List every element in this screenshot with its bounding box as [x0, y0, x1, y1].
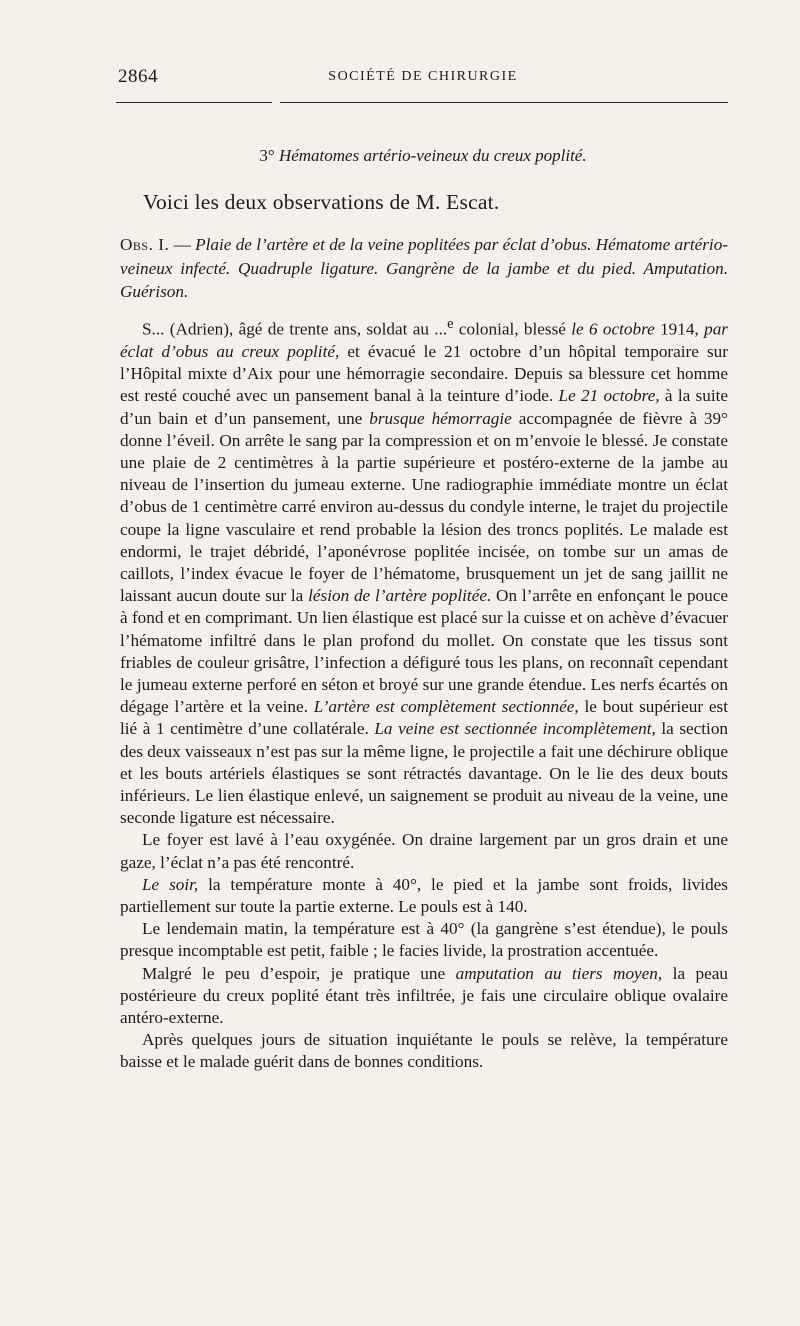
- intro-sentence: Voici les deux observations de M. Escat.: [143, 190, 500, 214]
- italic-run: brusque hémorragie: [369, 408, 512, 428]
- text-run: le bout supérieur est lié à 1 centimètre d’une collatérale.: [120, 697, 728, 739]
- page-number: 2864: [118, 66, 158, 87]
- text-run: la peau postérieure du creux poplité étant très infiltrée, je fais une circulaire oblique ovalaire antéro-externe.: [120, 963, 728, 1028]
- italic-run: par éclat d’obus au creux poplité,: [120, 319, 728, 361]
- text-run: On l’arrête en enfonçant le pouce à fond et en comprimant. Un lien élastique est placé sur la cuisse et on achève d’évacuer l’hématome infiltré dans le plan profond du mollet. On constate que les tissus sont friables de couleur grisâtre, l’infection a défiguré tous les plans, on reconnaît cependant le jumeau externe perforé en séton et broyé sur une grande étendue. Les nerfs écartés on dégage l’artère et la veine.: [120, 586, 728, 717]
- paragraph-evening: [120, 874, 728, 918]
- italic-run: Le soir,: [142, 874, 199, 894]
- body-text: [120, 313, 728, 1074]
- running-head: [118, 66, 728, 90]
- text-run: 1914,: [654, 319, 705, 339]
- italic-run: amputation au tiers moyen,: [455, 963, 663, 983]
- header-rule-right: [280, 102, 728, 103]
- paragraph-case-history: [120, 313, 728, 829]
- superscript: e: [447, 316, 454, 332]
- observation-header: [120, 233, 728, 304]
- paragraph-next-morning: Le lendemain matin, la température est à 40° (la gangrène s’est étendue), le pouls presque incomptable est petit, faible ; le facies livide, la prostration accentuée.: [120, 919, 728, 961]
- paragraph-amputation: [120, 963, 728, 1030]
- italic-run: L’artère est complètement sectionnée,: [313, 697, 579, 717]
- italic-run: le 6 octobre: [571, 319, 655, 339]
- italic-run: Le 21 octobre,: [558, 386, 660, 406]
- text-run: colonial, blessé: [453, 319, 572, 339]
- section-title: Hématomes artério-veineux du creux poplité.: [278, 146, 587, 165]
- text-run: S... (Adrien), âgé de trente ans, soldat au ...: [142, 319, 448, 339]
- italic-run: lésion de l’artère poplitée.: [308, 586, 492, 606]
- paragraph-outcome: Après quelques jours de situation inquiétante le pouls se relève, la température baisse et le malade guérit dans de bonnes conditions.: [120, 1030, 728, 1072]
- observation-label: Obs. I.: [120, 235, 170, 254]
- observation-title: Plaie de l’artère et de la veine poplitées par éclat d’obus. Hématome artério-veineux infecté. Quadruple ligature. Gangrène de la jambe et du pied. Amputation. Guérison.: [120, 235, 729, 301]
- text-run: et évacué le 21 octobre d’un hôpital temporaire sur l’Hôpital mixte d’Aix pour une hémorragie secondaire. Depuis sa blessure cet homme est resté couché avec un pansement banal à la teinture d’iode.: [120, 341, 728, 406]
- text-run: accompagnée de fièvre à 39° donne l’éveil. On arrête le sang par la compression et on m’envoie le blessé. Je constate une plaie de 2 centimètres à la partie supérieure et postéro-externe de la jambe au niveau de l’insertion du jumeau externe. Une radiographie immédiate montre un éclat d’obus de 1 centimètre carré environ au-dessus du condyle interne, le trajet du projectile coupe la ligne vasculaire et rend probable la lésion des troncs poplités. Le malade est endormi, le trajet débridé, l’aponévrose poplitée incisée, on tombe sur un amas de caillots, l’index évacue le foyer de l’hématome, brusquement un jet de sang jaillit ne laissant aucun doute sur la: [120, 408, 728, 606]
- observation-dash: —: [169, 235, 196, 254]
- section-heading: [118, 146, 728, 166]
- text-run: la température monte à 40°, le pied et la jambe sont froids, livides partiellement sur toute la partie externe. Le pouls est à 140.: [120, 874, 728, 917]
- journal-title: SOCIÉTÉ DE CHIRURGIE: [328, 69, 518, 84]
- text-run: Malgré le peu d’espoir, je pratique une: [142, 963, 456, 983]
- italic-run: La veine est sectionnée incomplètement,: [374, 719, 656, 739]
- header-rule-left: [116, 102, 272, 103]
- section-number: 3°: [259, 146, 275, 165]
- text-run: à la suite d’un bain et d’un pansement, une: [120, 386, 729, 428]
- paragraph-wound-care: Le foyer est lavé à l’eau oxygénée. On draine largement par un gros drain et une gaze, l’éclat n’a pas été rencontré.: [120, 830, 728, 872]
- text-run: la section des deux vaisseaux n’est pas sur la même ligne, le projectile a fait une déchirure oblique et les bouts artériels élastiques se sont rétractés davantage. On le lie des deux bouts inférieurs. Le lien élastique enlevé, un saignement se produit au niveau de la veine, une seconde ligature est nécessaire.: [120, 719, 729, 828]
